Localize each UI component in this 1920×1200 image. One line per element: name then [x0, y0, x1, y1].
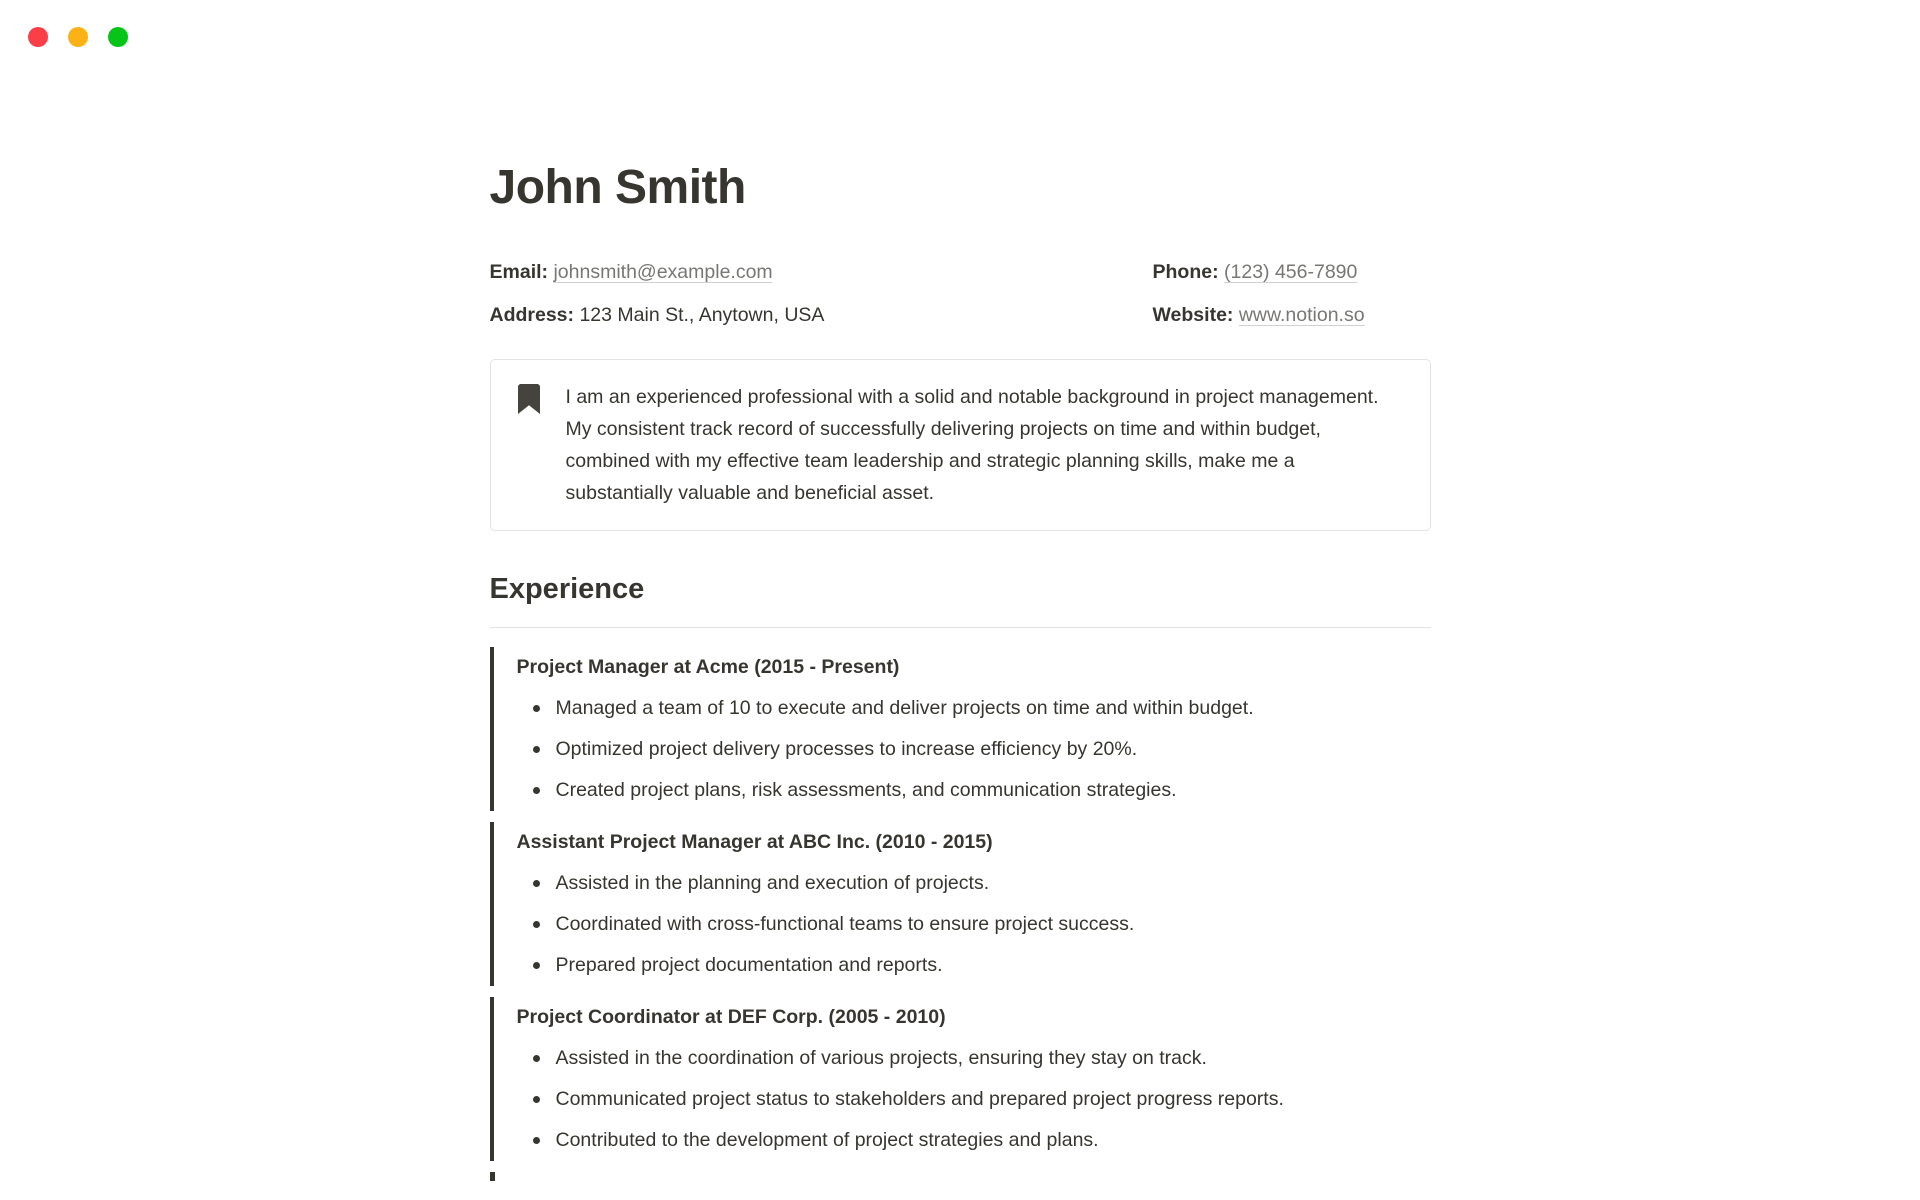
website-label: Website: [1152, 304, 1234, 326]
entry-title: Project Coordinator at DEF Corp. (2005 - 2010) [516, 1006, 946, 1028]
next-block-quote-bar-stub [490, 1172, 495, 1181]
entry-bullets [517, 1044, 1431, 1155]
experience-entries [490, 647, 1431, 1181]
zoom-button[interactable] [108, 27, 128, 47]
entry-bullets [517, 694, 1431, 805]
contact-address-row [490, 301, 1153, 330]
bullet-item: Assisted in the planning and execution of projects. [517, 869, 1431, 898]
entry-title: Project Manager at Acme (2015 - Present) [516, 656, 900, 678]
experience-heading: Experience [489, 573, 645, 605]
bullet-item: Contributed to the development of project strategies and plans. [517, 1126, 1431, 1155]
experience-entry [490, 997, 1431, 1161]
bullet-item: Coordinated with cross-functional teams to ensure project success. [517, 910, 1431, 939]
contact-phone-row [1153, 258, 1431, 287]
experience-entry [490, 822, 1431, 986]
document-page [490, 0, 1431, 1181]
address-value: 123 Main St., Anytown, USA [579, 304, 825, 326]
minimize-button[interactable] [68, 27, 88, 47]
experience-entry [490, 647, 1431, 811]
close-button[interactable] [28, 27, 48, 47]
section-divider [490, 627, 1431, 628]
entry-title: Assistant Project Manager at ABC Inc. (2010 - 2015) [516, 831, 993, 853]
address-label: Address: [489, 304, 575, 326]
entry-bullets [517, 869, 1431, 980]
contact-info [490, 258, 1431, 330]
bullet-item: Created project plans, risk assessments, and communication strategies. [517, 776, 1431, 805]
bookmark-icon [518, 384, 540, 419]
contact-email-row [490, 258, 1153, 287]
website-link[interactable]: www.notion.so [1238, 304, 1365, 326]
summary-callout [490, 359, 1431, 531]
email-link[interactable]: johnsmith@example.com [553, 261, 773, 283]
page-title: John Smith [489, 161, 746, 214]
phone-link[interactable]: (123) 456-7890 [1224, 261, 1358, 283]
summary-text: I am an experienced professional with a solid and notable background in project management. My consistent track record of successfully delivering projects on time and within budget, combined with my effective team leadership and strategic planning skills, make me a substantially valuable and beneficial asset. [565, 386, 1379, 504]
bullet-item: Managed a team of 10 to execute and deliver projects on time and within budget. [517, 694, 1431, 723]
window-controls [28, 27, 128, 47]
phone-label: Phone: [1152, 261, 1219, 283]
bullet-item: Assisted in the coordination of various projects, ensuring they stay on track. [517, 1044, 1431, 1073]
contact-website-row [1153, 301, 1431, 330]
email-label: Email: [489, 261, 549, 283]
bullet-item: Optimized project delivery processes to increase efficiency by 20%. [517, 735, 1431, 764]
bullet-item: Communicated project status to stakeholders and prepared project progress reports. [517, 1085, 1431, 1114]
bullet-item: Prepared project documentation and reports. [517, 951, 1431, 980]
